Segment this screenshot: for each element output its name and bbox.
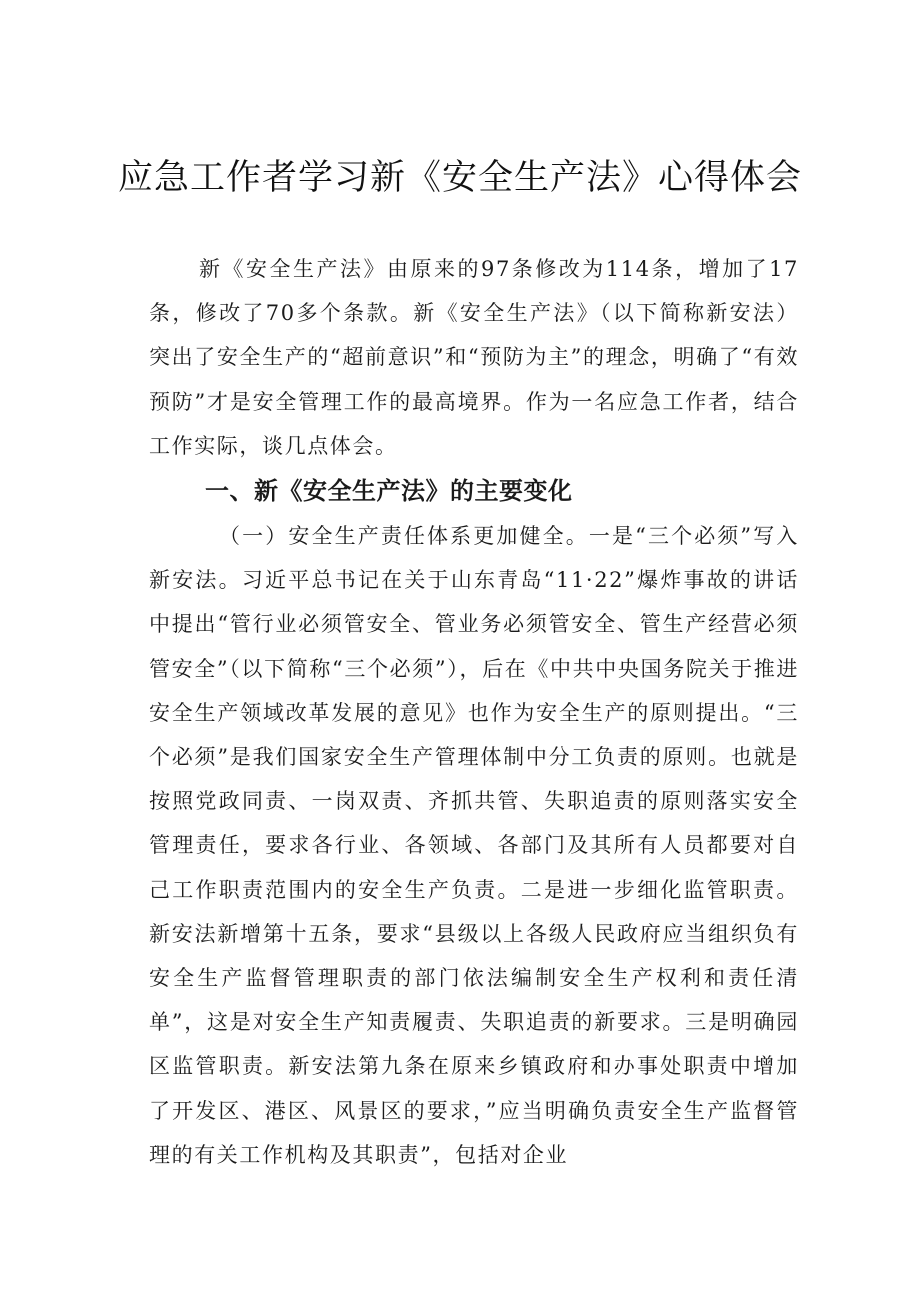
intro-paragraph: 新《安全生产法》由原来的97条修改为114条，增加了17条，修改了70多个条款。新《安全生产法》（以下简称新安法）突出了安全生产的“超前意识”和“预防为主”的理念，明确了“有效预防”才是安全管理工作的最高境界。作为一名应急工作者，结合工作实际，谈几点体会。 [149, 257, 799, 458]
section-heading: 一、新《安全生产法》的主要变化 [205, 477, 573, 506]
section-paragraph: （一）安全生产责任体系更加健全。一是“三个必须”写入新安法。习近平总书记在关于山东青岛“11·22”爆炸事故的讲话中提出“管行业必须管安全、管业务必须管安全、管生产经营必须管安全”（以下简称“三个必须”），后在《中共中央国务院关于推进安全生产领域改革发展的意见》也作为安全生产的原则提出。“三个必须”是我们国家安全生产管理体制中分工负责的原则。也就是按照党政同责、一岗双责、齐抓共管、失职追责的原则落实安全管理责任，要求各行业、各领域、各部门及其所有人员都要对自己工作职责范围内的安全生产负责。二是进一步细化监管职责。新安法新增第十五条，要求“县级以上各级人民政府应当组织负有安全生产监督管理职责的部门依法编制安全生产权利和责任清单”，这是对安全生产知责履责、失职追责的新要求。三是明确园区监管职责。新安法第九条在原来乡镇政府和办事处职责中增加了开发区、港区、风景区的要求，”应当明确负责安全生产监督管理的有关工作机构及其职责”，包括对企业 [149, 524, 799, 1167]
document-body [149, 247, 799, 1177]
document-title: 应急工作者学习新《安全生产法》心得体会 [117, 158, 802, 198]
